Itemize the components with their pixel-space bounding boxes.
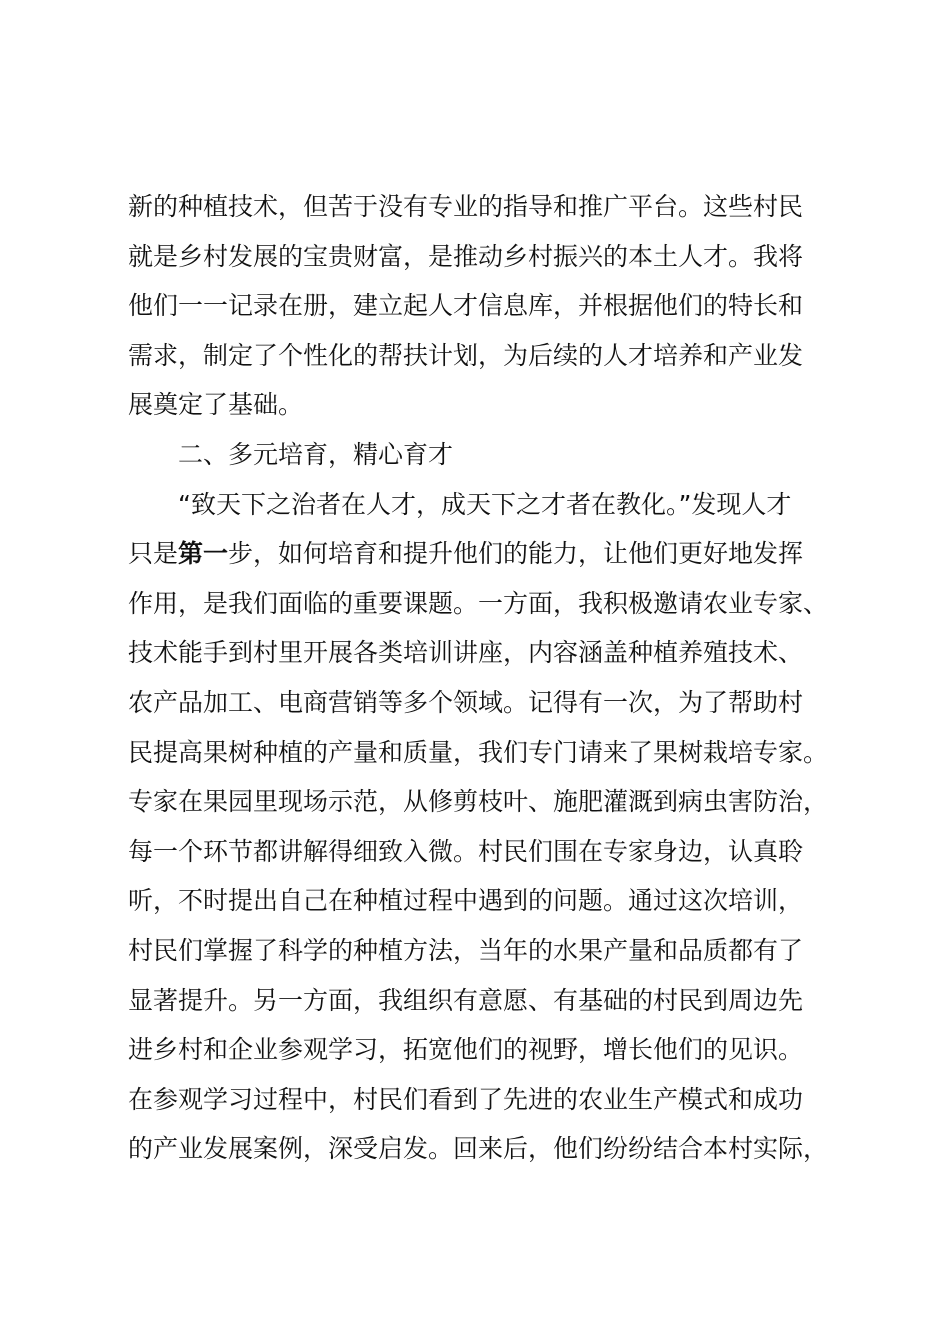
paragraph-line: 听，不时提出自己在种植过程中遇到的问题。通过这次培训， [128,886,804,916]
paragraph-line: 显著提升。另一方面，我组织有意愿、有基础的村民到周边先 [128,985,804,1015]
paragraph-line: 民提高果树种植的产量和质量，我们专门请来了果树栽培专家。 [128,737,829,767]
paragraph-line: 展奠定了基础。 [128,390,304,420]
paragraph-line: 技术能手到村里开展各类培训讲座，内容涵盖种植养殖技术、 [128,638,804,668]
paragraph-line: 就是乡村发展的宝贵财富，是推动乡村振兴的本土人才。我将 [128,241,804,271]
paragraph-line: 每一个环节都讲解得细致入微。村民们围在专家身边，认真聆 [128,836,804,866]
bold-text-run: 第一 [178,539,229,569]
paragraph-line: 进乡村和企业参观学习，拓宽他们的视野，增长他们的见识。 [128,1035,804,1065]
paragraph-line: 作用，是我们面临的重要课题。一方面，我积极邀请农业专家、 [128,588,829,618]
paragraph-line: 新的种植技术，但苦于没有专业的指导和推广平台。这些村民 [128,192,804,221]
section-heading: 二、多元培育，精心育才 [178,439,454,469]
paragraph-line-with-emphasis [128,529,848,579]
paragraph-line: 他们一一记录在册，建立起人才信息库，并根据他们的特长和 [128,291,804,321]
paragraph-line: “致天下之治者在人才，成天下之才者在教化。”发现人才 [178,489,792,519]
text-run: 只是 [128,539,179,569]
text-run: 步，如何培育和提升他们的能力，让他们更好地发挥 [228,539,804,569]
paragraph-line: 在参观学习过程中，村民们看到了先进的农业生产模式和成功 [128,1084,804,1114]
paragraph-line: 农产品加工、电商营销等多个领域。记得有一次，为了帮助村 [128,687,804,717]
paragraph-line: 需求，制定了个性化的帮扶计划，为后续的人才培养和产业发 [128,340,804,370]
paragraph-line: 专家在果园里现场示范，从修剪枝叶、施肥灌溉到病虫害防治， [128,787,829,817]
body-text [128,182,848,1174]
paragraph-line: 的产业发展案例，深受启发。回来后，他们纷纷结合本村实际， [128,1134,829,1164]
paragraph-line: 村民们掌握了科学的种植方法，当年的水果产量和品质都有了 [128,935,804,965]
